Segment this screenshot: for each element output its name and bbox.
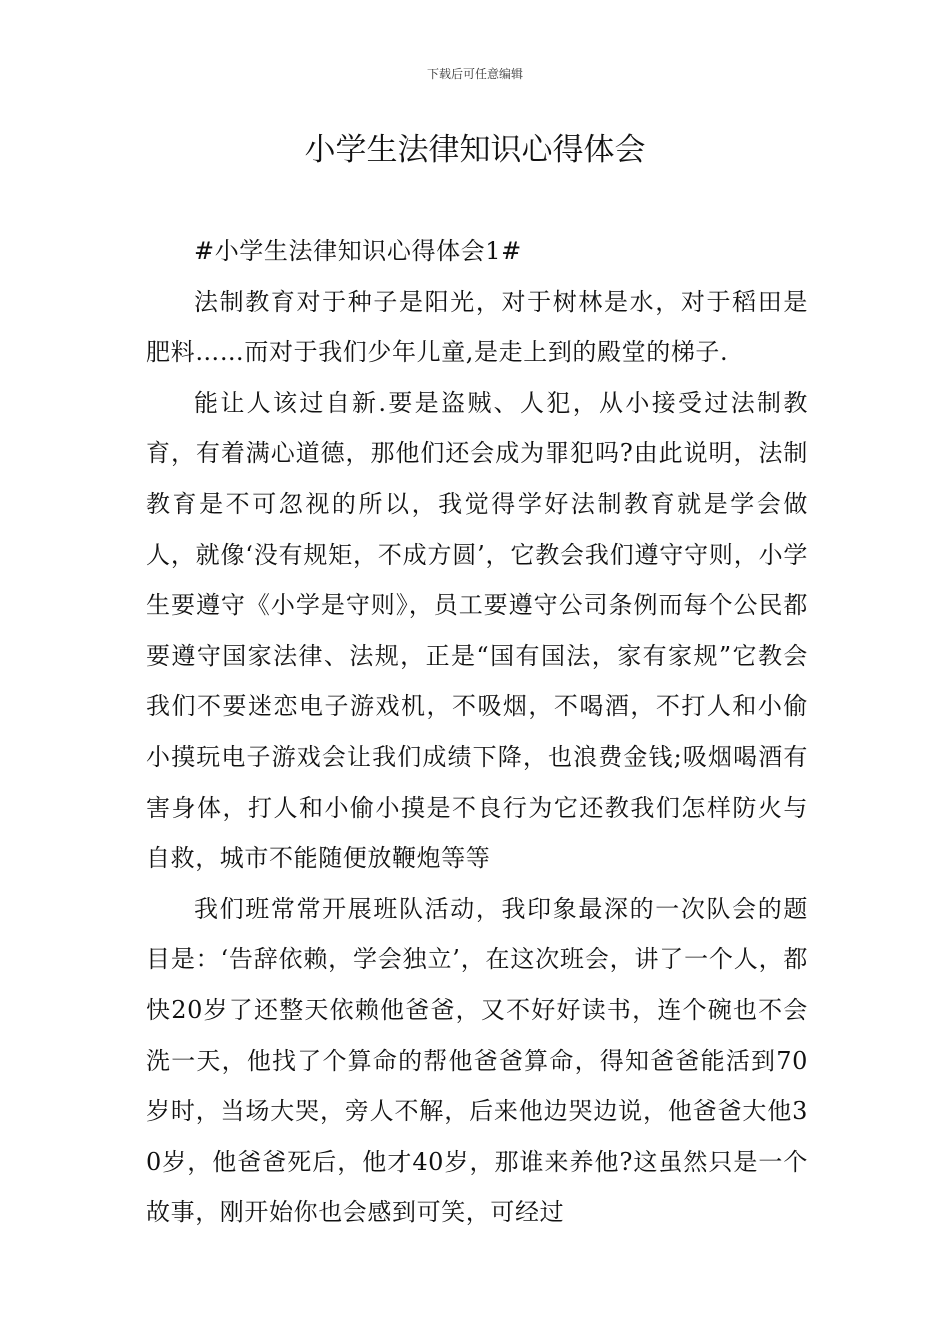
paragraph-3: 我们班常常开展班队活动，我印象最深的一次队会的题目是：‘告辞依赖，学会独立’，在这次班会，讲了一个人，都快20岁了还整天依赖他爸爸，又不好好读书，连个碗也不会洗一天，他找了个算命的帮他爸爸算命，得知爸爸能活到70岁时，当场大哭，旁人不解，后来他边哭边说，他爸爸大他30岁，他爸爸死后，他才40岁，那谁来养他?这虽然只是一个故事，刚开始你也会感到可笑，可经过 [146,894,808,1227]
section-heading: #小学生法律知识心得体会1# [194,237,522,265]
paragraph-2: 能让人该过自新.要是盗贼、人犯，从小接受过法制教育，有着满心道德，那他们还会成为罪犯吗?由此说明，法制教育是不可忽视的所以，我觉得学好法制教育就是学会做人，就像‘没有规矩，不成方圆’，它教会我们遵守守则，小学生要遵守《小学是守则》，员工要遵守公司条例而每个公民都要遵守国家法律、法规，正是“国有国法，家有家规”它教会我们不要迷恋电子游戏机，不吸烟，不喝酒，不打人和小偷小摸玩电子游戏会让我们成绩下降，也浪费金钱;吸烟喝酒有害身体，打人和小偷小摸是不良行为它还教我们怎样防火与自救，城市不能随便放鞭炮等等 [146,388,808,873]
paragraph-1: 法制教育对于种子是阳光，对于树林是水，对于稻田是肥料……而对于我们少年儿童,是走上到的殿堂的梯子. [146,287,808,367]
document-title: 小学生法律知识心得体会 [304,132,646,168]
document-body [146,226,808,1238]
header-note: 下载后可任意编辑 [426,67,523,81]
